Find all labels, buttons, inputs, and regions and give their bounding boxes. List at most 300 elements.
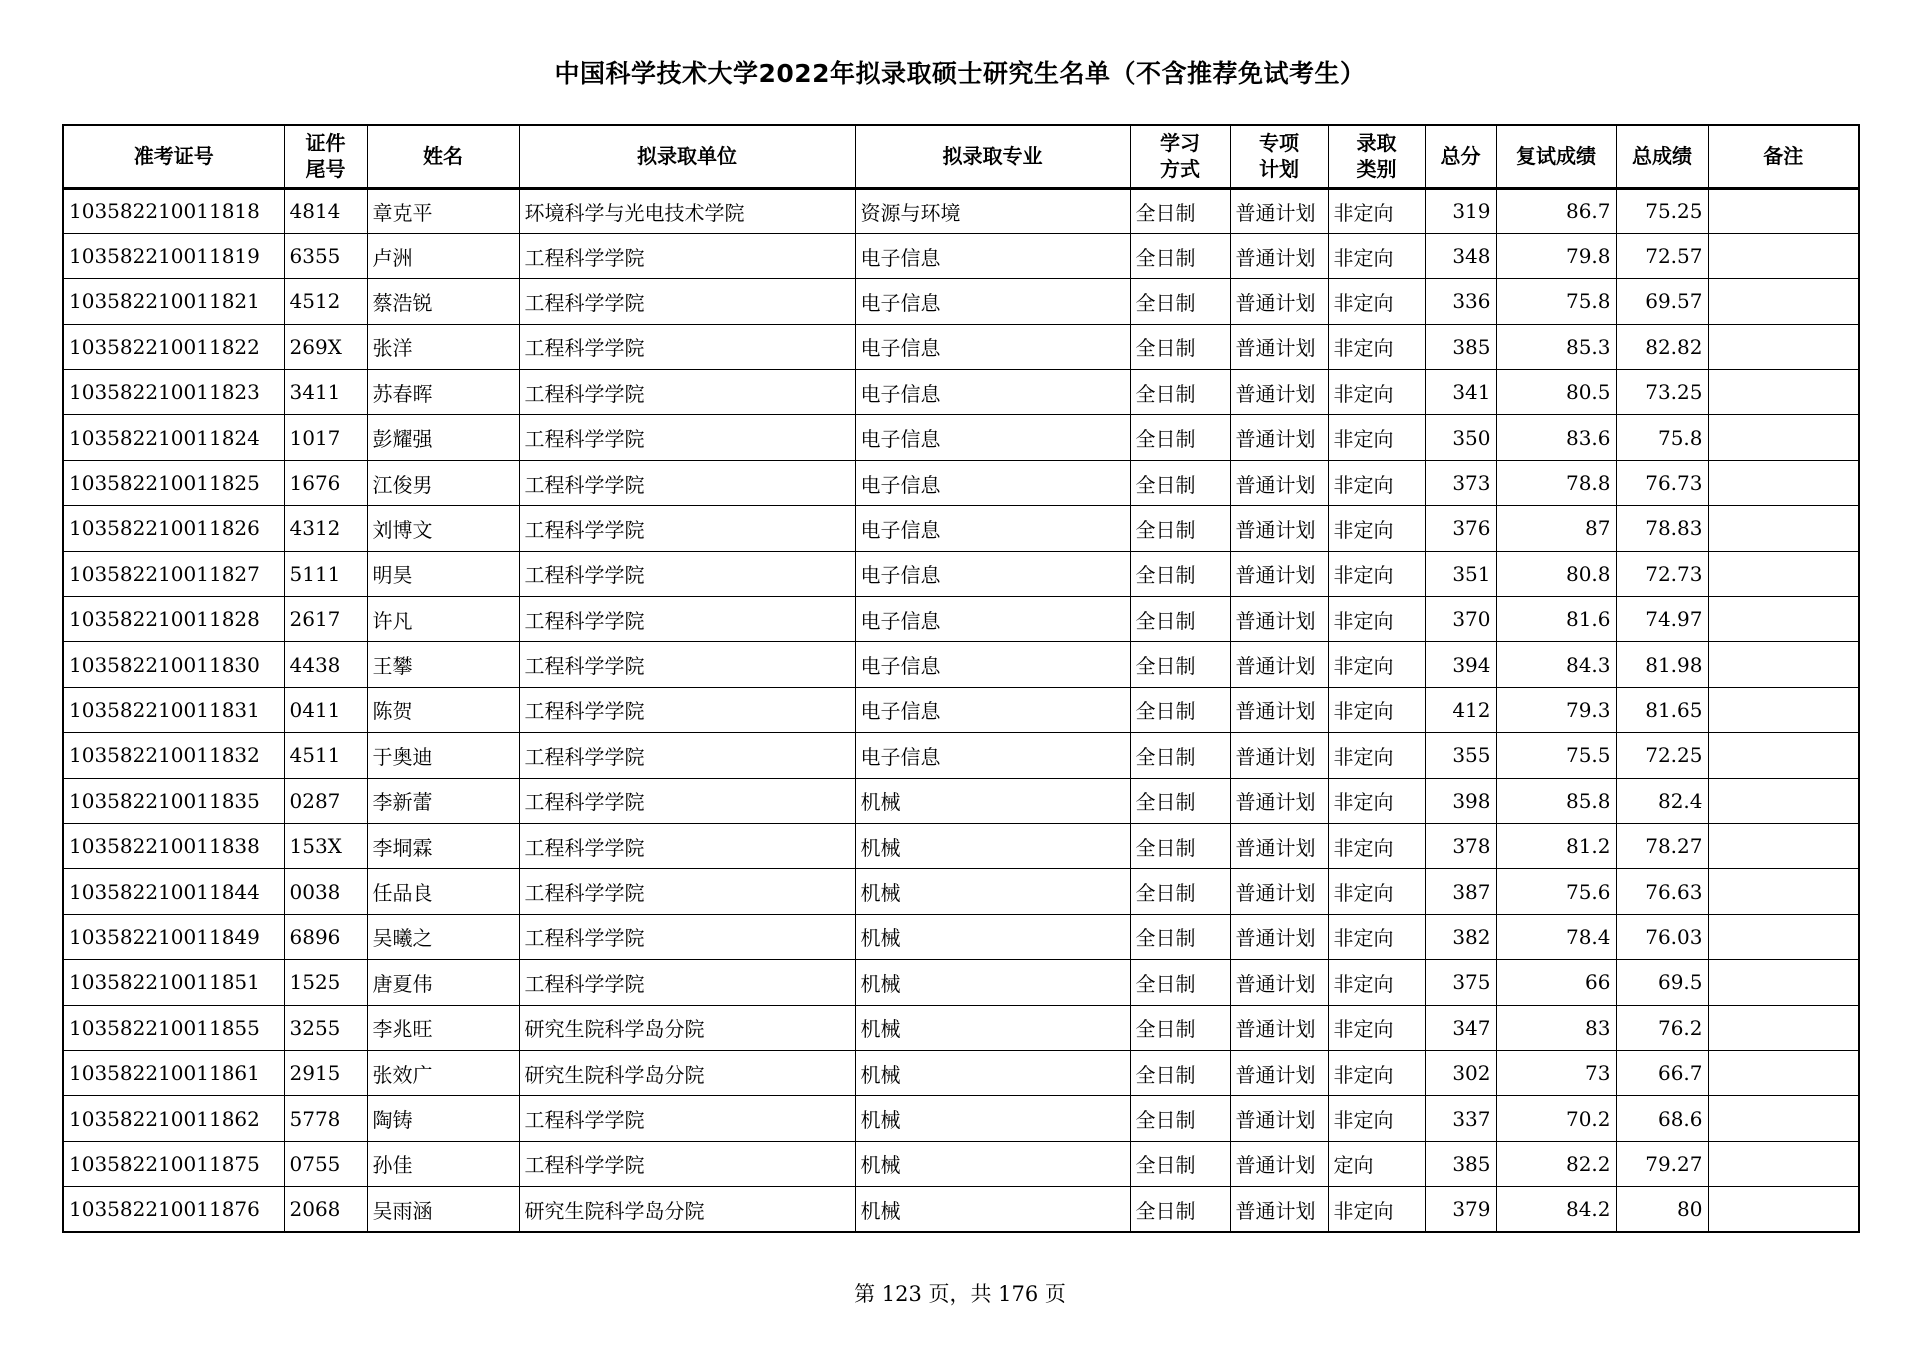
study-mode-cell: 全日制 (1130, 597, 1230, 642)
unit-cell: 工程科学学院 (519, 1141, 855, 1186)
page-title: 中国科学技术大学2022年拟录取硕士研究生名单（不含推荐免试考生） (554, 59, 1366, 88)
header-final-score: 总成绩 (1616, 125, 1708, 188)
category-cell: 非定向 (1328, 233, 1425, 278)
remark-cell (1708, 1141, 1859, 1186)
remark-cell (1708, 279, 1859, 324)
study-mode-cell: 全日制 (1130, 506, 1230, 551)
plan-cell: 普通计划 (1230, 778, 1328, 823)
study-mode-cell: 全日制 (1130, 279, 1230, 324)
plan-cell: 普通计划 (1230, 642, 1328, 687)
study-mode-cell: 全日制 (1130, 324, 1230, 369)
table-row (63, 914, 1859, 959)
id-suffix-cell: 4512 (284, 279, 367, 324)
final-score-cell: 69.57 (1616, 279, 1708, 324)
total-score-cell: 336 (1425, 279, 1496, 324)
id-suffix-cell: 2617 (284, 597, 367, 642)
table-row (63, 642, 1859, 687)
study-mode-cell: 全日制 (1130, 1096, 1230, 1141)
major-cell: 电子信息 (855, 324, 1130, 369)
total-score-cell: 355 (1425, 733, 1496, 778)
retest-score-cell: 78.8 (1496, 460, 1616, 505)
unit-cell: 工程科学学院 (519, 869, 855, 914)
category-cell: 非定向 (1328, 460, 1425, 505)
major-cell: 电子信息 (855, 460, 1130, 505)
total-score-cell: 394 (1425, 642, 1496, 687)
major-cell: 机械 (855, 1187, 1130, 1232)
remark-cell (1708, 960, 1859, 1005)
table-row (63, 1005, 1859, 1050)
study-mode-cell: 全日制 (1130, 778, 1230, 823)
name-cell: 任品良 (367, 869, 519, 914)
table-header-row (63, 125, 1859, 188)
category-cell: 非定向 (1328, 370, 1425, 415)
remark-cell (1708, 733, 1859, 778)
name-cell: 李兆旺 (367, 1005, 519, 1050)
unit-cell: 工程科学学院 (519, 778, 855, 823)
total-score-cell: 350 (1425, 415, 1496, 460)
category-cell: 非定向 (1328, 687, 1425, 732)
remark-cell (1708, 642, 1859, 687)
table-row (63, 687, 1859, 732)
retest-score-cell: 79.8 (1496, 233, 1616, 278)
exam-id-cell: 103582210011861 (63, 1050, 284, 1095)
exam-id-cell: 103582210011824 (63, 415, 284, 460)
table-row (63, 823, 1859, 868)
exam-id-cell: 103582210011832 (63, 733, 284, 778)
major-cell: 机械 (855, 1005, 1130, 1050)
id-suffix-cell: 2068 (284, 1187, 367, 1232)
final-score-cell: 76.63 (1616, 869, 1708, 914)
total-score-cell: 373 (1425, 460, 1496, 505)
name-cell: 明昊 (367, 551, 519, 596)
retest-score-cell: 84.3 (1496, 642, 1616, 687)
category-cell: 非定向 (1328, 324, 1425, 369)
major-cell: 机械 (855, 960, 1130, 1005)
study-mode-cell: 全日制 (1130, 415, 1230, 460)
retest-score-cell: 87 (1496, 506, 1616, 551)
total-score-cell: 337 (1425, 1096, 1496, 1141)
name-cell: 李新蕾 (367, 778, 519, 823)
total-score-cell: 319 (1425, 188, 1496, 233)
id-suffix-cell: 6355 (284, 233, 367, 278)
name-cell: 彭耀强 (367, 415, 519, 460)
final-score-cell: 81.65 (1616, 687, 1708, 732)
header-admission-category: 录取 类别 (1328, 125, 1425, 188)
major-cell: 电子信息 (855, 370, 1130, 415)
study-mode-cell: 全日制 (1130, 960, 1230, 1005)
retest-score-cell: 73 (1496, 1050, 1616, 1095)
major-cell: 机械 (855, 823, 1130, 868)
table-row (63, 869, 1859, 914)
name-cell: 张效广 (367, 1050, 519, 1095)
unit-cell: 工程科学学院 (519, 1096, 855, 1141)
retest-score-cell: 81.6 (1496, 597, 1616, 642)
retest-score-cell: 83.6 (1496, 415, 1616, 460)
exam-id-cell: 103582210011830 (63, 642, 284, 687)
remark-cell (1708, 869, 1859, 914)
unit-cell: 工程科学学院 (519, 415, 855, 460)
unit-cell: 研究生院科学岛分院 (519, 1050, 855, 1095)
table-row (63, 778, 1859, 823)
name-cell: 章克平 (367, 188, 519, 233)
total-score-cell: 370 (1425, 597, 1496, 642)
study-mode-cell: 全日制 (1130, 1141, 1230, 1186)
unit-cell: 工程科学学院 (519, 233, 855, 278)
unit-cell: 工程科学学院 (519, 960, 855, 1005)
retest-score-cell: 75.8 (1496, 279, 1616, 324)
retest-score-cell: 85.8 (1496, 778, 1616, 823)
final-score-cell: 78.27 (1616, 823, 1708, 868)
table-row (63, 1141, 1859, 1186)
header-total-score: 总分 (1425, 125, 1496, 188)
final-score-cell: 78.83 (1616, 506, 1708, 551)
study-mode-cell: 全日制 (1130, 1187, 1230, 1232)
plan-cell: 普通计划 (1230, 460, 1328, 505)
study-mode-cell: 全日制 (1130, 233, 1230, 278)
category-cell: 非定向 (1328, 506, 1425, 551)
remark-cell (1708, 778, 1859, 823)
major-cell: 电子信息 (855, 597, 1130, 642)
id-suffix-cell: 6896 (284, 914, 367, 959)
total-score-cell: 385 (1425, 1141, 1496, 1186)
category-cell: 非定向 (1328, 551, 1425, 596)
id-suffix-cell: 4438 (284, 642, 367, 687)
major-cell: 机械 (855, 1050, 1130, 1095)
name-cell: 蔡浩锐 (367, 279, 519, 324)
retest-score-cell: 80.5 (1496, 370, 1616, 415)
id-suffix-cell: 1525 (284, 960, 367, 1005)
category-cell: 定向 (1328, 1141, 1425, 1186)
remark-cell (1708, 687, 1859, 732)
final-score-cell: 73.25 (1616, 370, 1708, 415)
final-score-cell: 72.25 (1616, 733, 1708, 778)
retest-score-cell: 86.7 (1496, 188, 1616, 233)
category-cell: 非定向 (1328, 415, 1425, 460)
category-cell: 非定向 (1328, 1096, 1425, 1141)
exam-id-cell: 103582210011835 (63, 778, 284, 823)
remark-cell (1708, 370, 1859, 415)
plan-cell: 普通计划 (1230, 869, 1328, 914)
plan-cell: 普通计划 (1230, 279, 1328, 324)
plan-cell: 普通计划 (1230, 506, 1328, 551)
unit-cell: 工程科学学院 (519, 460, 855, 505)
major-cell: 电子信息 (855, 642, 1130, 687)
exam-id-cell: 103582210011876 (63, 1187, 284, 1232)
table-row (63, 597, 1859, 642)
id-suffix-cell: 1017 (284, 415, 367, 460)
unit-cell: 工程科学学院 (519, 551, 855, 596)
study-mode-cell: 全日制 (1130, 823, 1230, 868)
total-score-cell: 382 (1425, 914, 1496, 959)
total-score-cell: 379 (1425, 1187, 1496, 1232)
category-cell: 非定向 (1328, 960, 1425, 1005)
retest-score-cell: 78.4 (1496, 914, 1616, 959)
table-row (63, 733, 1859, 778)
exam-id-cell: 103582210011823 (63, 370, 284, 415)
category-cell: 非定向 (1328, 914, 1425, 959)
study-mode-cell: 全日制 (1130, 687, 1230, 732)
unit-cell: 环境科学与光电技术学院 (519, 188, 855, 233)
final-score-cell: 72.73 (1616, 551, 1708, 596)
page-footer: 第 123 页，共 176 页 (854, 1282, 1066, 1306)
id-suffix-cell: 153X (284, 823, 367, 868)
exam-id-cell: 103582210011828 (63, 597, 284, 642)
study-mode-cell: 全日制 (1130, 1050, 1230, 1095)
plan-cell: 普通计划 (1230, 1005, 1328, 1050)
name-cell: 张洋 (367, 324, 519, 369)
major-cell: 机械 (855, 1141, 1130, 1186)
category-cell: 非定向 (1328, 778, 1425, 823)
final-score-cell: 66.7 (1616, 1050, 1708, 1095)
major-cell: 电子信息 (855, 687, 1130, 732)
id-suffix-cell: 4511 (284, 733, 367, 778)
final-score-cell: 75.8 (1616, 415, 1708, 460)
table-row (63, 1096, 1859, 1141)
remark-cell (1708, 551, 1859, 596)
unit-cell: 工程科学学院 (519, 279, 855, 324)
table-row (63, 370, 1859, 415)
major-cell: 机械 (855, 869, 1130, 914)
name-cell: 孙佳 (367, 1141, 519, 1186)
header-id-suffix: 证件 尾号 (284, 125, 367, 188)
category-cell: 非定向 (1328, 188, 1425, 233)
table-row (63, 960, 1859, 1005)
major-cell: 电子信息 (855, 506, 1130, 551)
final-score-cell: 82.82 (1616, 324, 1708, 369)
retest-score-cell: 84.2 (1496, 1187, 1616, 1232)
retest-score-cell: 80.8 (1496, 551, 1616, 596)
total-score-cell: 348 (1425, 233, 1496, 278)
remark-cell (1708, 233, 1859, 278)
major-cell: 电子信息 (855, 233, 1130, 278)
final-score-cell: 74.97 (1616, 597, 1708, 642)
exam-id-cell: 103582210011818 (63, 188, 284, 233)
total-score-cell: 376 (1425, 506, 1496, 551)
plan-cell: 普通计划 (1230, 687, 1328, 732)
remark-cell (1708, 506, 1859, 551)
retest-score-cell: 75.6 (1496, 869, 1616, 914)
remark-cell (1708, 597, 1859, 642)
header-exam-id: 准考证号 (63, 125, 284, 188)
major-cell: 电子信息 (855, 279, 1130, 324)
name-cell: 陶铸 (367, 1096, 519, 1141)
retest-score-cell: 70.2 (1496, 1096, 1616, 1141)
final-score-cell: 75.25 (1616, 188, 1708, 233)
unit-cell: 研究生院科学岛分院 (519, 1187, 855, 1232)
final-score-cell: 68.6 (1616, 1096, 1708, 1141)
table-row (63, 324, 1859, 369)
table-body (63, 188, 1859, 1232)
final-score-cell: 76.2 (1616, 1005, 1708, 1050)
plan-cell: 普通计划 (1230, 324, 1328, 369)
plan-cell: 普通计划 (1230, 1096, 1328, 1141)
study-mode-cell: 全日制 (1130, 188, 1230, 233)
unit-cell: 工程科学学院 (519, 823, 855, 868)
major-cell: 机械 (855, 914, 1130, 959)
plan-cell: 普通计划 (1230, 914, 1328, 959)
remark-cell (1708, 1050, 1859, 1095)
major-cell: 电子信息 (855, 415, 1130, 460)
exam-id-cell: 103582210011822 (63, 324, 284, 369)
major-cell: 机械 (855, 778, 1130, 823)
plan-cell: 普通计划 (1230, 551, 1328, 596)
remark-cell (1708, 823, 1859, 868)
final-score-cell: 69.5 (1616, 960, 1708, 1005)
remark-cell (1708, 324, 1859, 369)
exam-id-cell: 103582210011827 (63, 551, 284, 596)
final-score-cell: 80 (1616, 1187, 1708, 1232)
study-mode-cell: 全日制 (1130, 460, 1230, 505)
exam-id-cell: 103582210011844 (63, 869, 284, 914)
final-score-cell: 81.98 (1616, 642, 1708, 687)
id-suffix-cell: 0411 (284, 687, 367, 732)
category-cell: 非定向 (1328, 1005, 1425, 1050)
total-score-cell: 398 (1425, 778, 1496, 823)
table-row (63, 460, 1859, 505)
final-score-cell: 76.73 (1616, 460, 1708, 505)
retest-score-cell: 81.2 (1496, 823, 1616, 868)
unit-cell: 工程科学学院 (519, 642, 855, 687)
total-score-cell: 412 (1425, 687, 1496, 732)
name-cell: 苏春晖 (367, 370, 519, 415)
header-major: 拟录取专业 (855, 125, 1130, 188)
unit-cell: 工程科学学院 (519, 506, 855, 551)
name-cell: 李垌霖 (367, 823, 519, 868)
remark-cell (1708, 914, 1859, 959)
unit-cell: 工程科学学院 (519, 914, 855, 959)
plan-cell: 普通计划 (1230, 415, 1328, 460)
plan-cell: 普通计划 (1230, 1187, 1328, 1232)
header-special-plan: 专项 计划 (1230, 125, 1328, 188)
admission-list-table (62, 124, 1860, 1233)
name-cell: 刘博文 (367, 506, 519, 551)
id-suffix-cell: 3411 (284, 370, 367, 415)
study-mode-cell: 全日制 (1130, 370, 1230, 415)
unit-cell: 研究生院科学岛分院 (519, 1005, 855, 1050)
plan-cell: 普通计划 (1230, 823, 1328, 868)
unit-cell: 工程科学学院 (519, 733, 855, 778)
table-row (63, 279, 1859, 324)
name-cell: 王攀 (367, 642, 519, 687)
id-suffix-cell: 1676 (284, 460, 367, 505)
study-mode-cell: 全日制 (1130, 1005, 1230, 1050)
exam-id-cell: 103582210011875 (63, 1141, 284, 1186)
category-cell: 非定向 (1328, 597, 1425, 642)
id-suffix-cell: 2915 (284, 1050, 367, 1095)
unit-cell: 工程科学学院 (519, 370, 855, 415)
exam-id-cell: 103582210011826 (63, 506, 284, 551)
remark-cell (1708, 415, 1859, 460)
final-score-cell: 76.03 (1616, 914, 1708, 959)
plan-cell: 普通计划 (1230, 1050, 1328, 1095)
header-unit: 拟录取单位 (519, 125, 855, 188)
unit-cell: 工程科学学院 (519, 687, 855, 732)
remark-cell (1708, 460, 1859, 505)
header-name: 姓名 (367, 125, 519, 188)
major-cell: 电子信息 (855, 733, 1130, 778)
name-cell: 吴曦之 (367, 914, 519, 959)
unit-cell: 工程科学学院 (519, 597, 855, 642)
remark-cell (1708, 1005, 1859, 1050)
total-score-cell: 351 (1425, 551, 1496, 596)
name-cell: 唐夏伟 (367, 960, 519, 1005)
name-cell: 江俊男 (367, 460, 519, 505)
retest-score-cell: 66 (1496, 960, 1616, 1005)
unit-cell: 工程科学学院 (519, 324, 855, 369)
plan-cell: 普通计划 (1230, 597, 1328, 642)
plan-cell: 普通计划 (1230, 370, 1328, 415)
study-mode-cell: 全日制 (1130, 914, 1230, 959)
id-suffix-cell: 5778 (284, 1096, 367, 1141)
category-cell: 非定向 (1328, 823, 1425, 868)
table-row (63, 415, 1859, 460)
total-score-cell: 347 (1425, 1005, 1496, 1050)
plan-cell: 普通计划 (1230, 188, 1328, 233)
table-row (63, 1050, 1859, 1095)
table-row (63, 506, 1859, 551)
plan-cell: 普通计划 (1230, 1141, 1328, 1186)
exam-id-cell: 103582210011838 (63, 823, 284, 868)
major-cell: 资源与环境 (855, 188, 1130, 233)
id-suffix-cell: 0287 (284, 778, 367, 823)
exam-id-cell: 103582210011821 (63, 279, 284, 324)
name-cell: 吴雨涵 (367, 1187, 519, 1232)
name-cell: 许凡 (367, 597, 519, 642)
retest-score-cell: 75.5 (1496, 733, 1616, 778)
retest-score-cell: 85.3 (1496, 324, 1616, 369)
exam-id-cell: 103582210011862 (63, 1096, 284, 1141)
exam-id-cell: 103582210011851 (63, 960, 284, 1005)
category-cell: 非定向 (1328, 279, 1425, 324)
study-mode-cell: 全日制 (1130, 642, 1230, 687)
retest-score-cell: 79.3 (1496, 687, 1616, 732)
major-cell: 机械 (855, 1096, 1130, 1141)
total-score-cell: 341 (1425, 370, 1496, 415)
table-row (63, 1187, 1859, 1232)
remark-cell (1708, 188, 1859, 233)
id-suffix-cell: 4312 (284, 506, 367, 551)
table-row (63, 188, 1859, 233)
total-score-cell: 302 (1425, 1050, 1496, 1095)
retest-score-cell: 82.2 (1496, 1141, 1616, 1186)
category-cell: 非定向 (1328, 1187, 1425, 1232)
study-mode-cell: 全日制 (1130, 733, 1230, 778)
exam-id-cell: 103582210011819 (63, 233, 284, 278)
plan-cell: 普通计划 (1230, 733, 1328, 778)
table-row (63, 551, 1859, 596)
id-suffix-cell: 0038 (284, 869, 367, 914)
final-score-cell: 72.57 (1616, 233, 1708, 278)
total-score-cell: 378 (1425, 823, 1496, 868)
table-row (63, 233, 1859, 278)
exam-id-cell: 103582210011855 (63, 1005, 284, 1050)
category-cell: 非定向 (1328, 1050, 1425, 1095)
total-score-cell: 375 (1425, 960, 1496, 1005)
exam-id-cell: 103582210011825 (63, 460, 284, 505)
final-score-cell: 82.4 (1616, 778, 1708, 823)
header-study-mode: 学习 方式 (1130, 125, 1230, 188)
retest-score-cell: 83 (1496, 1005, 1616, 1050)
total-score-cell: 387 (1425, 869, 1496, 914)
id-suffix-cell: 4814 (284, 188, 367, 233)
id-suffix-cell: 5111 (284, 551, 367, 596)
plan-cell: 普通计划 (1230, 960, 1328, 1005)
id-suffix-cell: 3255 (284, 1005, 367, 1050)
exam-id-cell: 103582210011849 (63, 914, 284, 959)
name-cell: 卢洲 (367, 233, 519, 278)
id-suffix-cell: 269X (284, 324, 367, 369)
id-suffix-cell: 0755 (284, 1141, 367, 1186)
